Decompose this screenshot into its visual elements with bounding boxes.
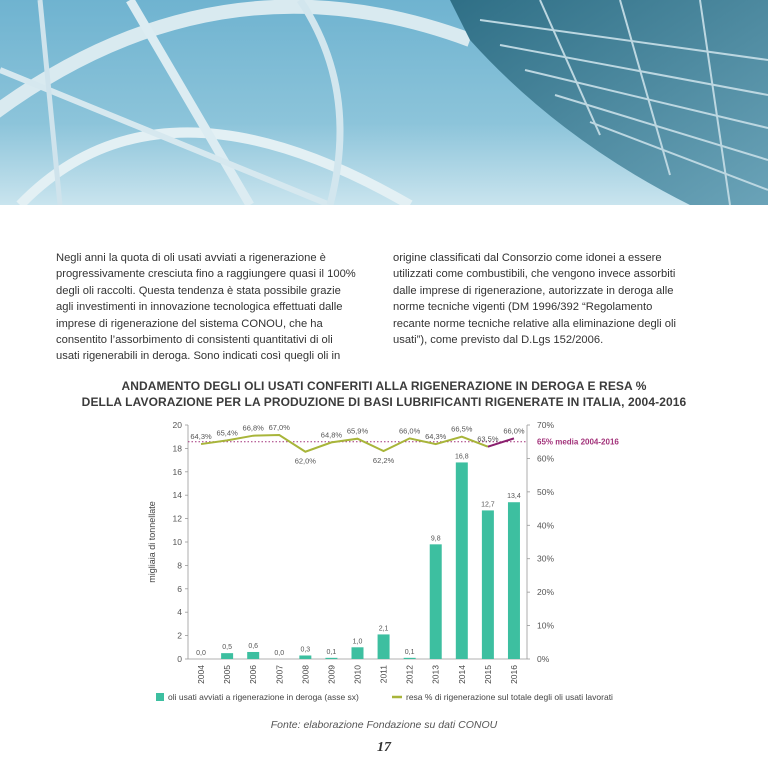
line-value-label: 64,3% [190, 432, 212, 442]
x-tick-label: 2006 [248, 665, 259, 684]
y-tick-label: 10 [172, 537, 182, 547]
body-text-line: Negli anni la quota di oli usati avviati a rigenerazione è [56, 252, 326, 264]
line-value-label: 65,4% [216, 428, 238, 438]
body-text-line: imprese di rigenerazione del sistema CONOU, che ha [56, 317, 323, 330]
line-value-label: 63,5% [477, 434, 499, 444]
bar-value-label: 1,0 [352, 638, 363, 646]
reference-line-label: 65% media 2004-2016 [537, 437, 619, 447]
body-text-line: origine classificati dal Consorzio come idonei a essere [393, 252, 662, 264]
y-tick-label: 8 [177, 560, 182, 571]
y-tick-label: 2 [177, 630, 182, 641]
bar [247, 652, 259, 659]
x-tick-label: 2010 [352, 665, 363, 684]
body-text-line: recante norme tecniche relative alla eliminazione degli oli [393, 317, 676, 330]
body-text-line: usati rigenerabili in deroga. Sono indicati così quegli oli in [56, 350, 341, 363]
line-value-label: 66,0% [399, 426, 421, 436]
bar [430, 544, 442, 659]
bar [352, 647, 364, 659]
bar-value-label: 9,8 [430, 535, 441, 543]
line-value-label: 62,2% [372, 456, 395, 466]
line-value-label: 62,0% [294, 456, 316, 466]
line-value-label: 66,8% [242, 423, 264, 433]
body-text-line: consentito l’assorbimento di consistenti quantitativi di oli [56, 334, 333, 347]
combo-chart [0, 415, 768, 715]
bar [299, 655, 311, 659]
line-value-label: 65,9% [346, 426, 369, 436]
x-tick-label: 2013 [430, 665, 441, 684]
bar-value-label: 0,1 [326, 648, 337, 656]
bar [482, 510, 494, 659]
bar-value-label: 16,8 [454, 453, 469, 461]
x-tick-label: 2012 [404, 665, 415, 684]
chart-source: Fonte: elaborazione Fondazione su dati CONOU [270, 719, 498, 731]
bar-value-label: 2,1 [378, 625, 389, 633]
x-tick-label: 2015 [482, 665, 493, 684]
y-tick-label: 16 [172, 466, 182, 477]
y2-tick-label: 30% [537, 553, 555, 564]
bar-value-label: 0,0 [274, 650, 285, 657]
bar-value-label: 12,7 [481, 501, 495, 509]
bar [456, 462, 468, 659]
y-axis-label: migliaia di tonnellate [147, 501, 157, 583]
x-tick-label: 2004 [196, 665, 207, 684]
y-tick-label: 0 [177, 654, 182, 664]
y2-tick-label: 50% [537, 486, 555, 497]
x-tick-label: 2016 [508, 665, 519, 684]
body-text-line: norme tecniche vigenti (DM 1996/392 “Regolamento [393, 301, 653, 314]
bar-value-label: 0,5 [222, 644, 232, 652]
bar [404, 658, 416, 659]
body-text-line: utilizzati come combustibili, che vengono invece assorbiti [393, 268, 676, 281]
y2-tick-label: 20% [537, 587, 555, 598]
y-tick-label: 4 [177, 607, 182, 618]
y-tick-label: 18 [172, 443, 182, 454]
page-number: 17 [377, 740, 391, 755]
chart-title [0, 378, 768, 410]
y2-tick-label: 0% [537, 654, 550, 664]
body-text-left-column [56, 250, 386, 365]
x-tick-label: 2011 [378, 665, 389, 684]
hero-image [0, 0, 768, 205]
x-tick-label: 2007 [274, 665, 285, 684]
line-value-label: 66,5% [451, 424, 473, 434]
body-text-line: dalle imprese di rigenerazione, autorizzate in deroga alle [393, 284, 674, 297]
line-value-label: 66,0% [503, 426, 525, 436]
body-text-right-column [393, 250, 713, 348]
x-tick-label: 2008 [300, 665, 311, 684]
y2-tick-label: 10% [537, 620, 555, 631]
bar-value-label: 0,6 [248, 642, 259, 650]
bar-value-label: 0,3 [300, 646, 311, 654]
x-tick-label: 2009 [326, 665, 337, 684]
chart-title-line-2: DELLA LAVORAZIONE PER LA PRODUZIONE DI BASI LUBRIFICANTI RIGENERATE IN ITALIA, 2004-2016 [81, 395, 687, 409]
body-text-line: agli investimenti in innovazione tecnologica effettuati dalle [56, 301, 343, 314]
bar [378, 634, 390, 659]
legend-label-line: resa % di rigenerazione sul totale degli oli usati lavorati [406, 692, 613, 702]
bar-value-label: 13,4 [507, 493, 521, 501]
y-tick-label: 14 [172, 490, 182, 501]
body-text-line: usati”), come previsto dal D.Lgs 152/2006. [393, 334, 604, 347]
line-value-label: 64,3% [425, 432, 447, 442]
bar-value-label: 0,0 [196, 650, 206, 657]
legend-swatch-bars [156, 693, 164, 701]
line-value-label: 64,8% [320, 430, 343, 440]
bar-value-label: 0,1 [404, 648, 415, 656]
body-text-line: progressivamente cresciuta fino a raggiungere quasi il 100% [56, 268, 356, 281]
bar [508, 502, 520, 659]
y-tick-label: 12 [172, 513, 182, 524]
y-tick-label: 20 [172, 420, 182, 430]
bar [325, 658, 337, 659]
y2-tick-label: 40% [537, 520, 555, 531]
y-tick-label: 6 [177, 583, 182, 594]
y2-tick-label: 60% [537, 453, 555, 464]
body-text-line: degli oli raccolti. Questa tendenza è stata possibile grazie [56, 284, 341, 297]
x-tick-label: 2005 [222, 665, 233, 684]
x-tick-label: 2014 [456, 665, 467, 684]
y2-tick-label: 70% [537, 420, 555, 430]
line-value-label: 67,0% [268, 423, 290, 433]
bar [221, 653, 233, 659]
legend-label-bars: oli usati avviati a rigenerazione in deroga (asse sx) [168, 692, 359, 702]
chart-title-line-1: ANDAMENTO DEGLI OLI USATI CONFERITI ALLA RIGENERAZIONE IN DEROGA E RESA % [121, 379, 647, 393]
